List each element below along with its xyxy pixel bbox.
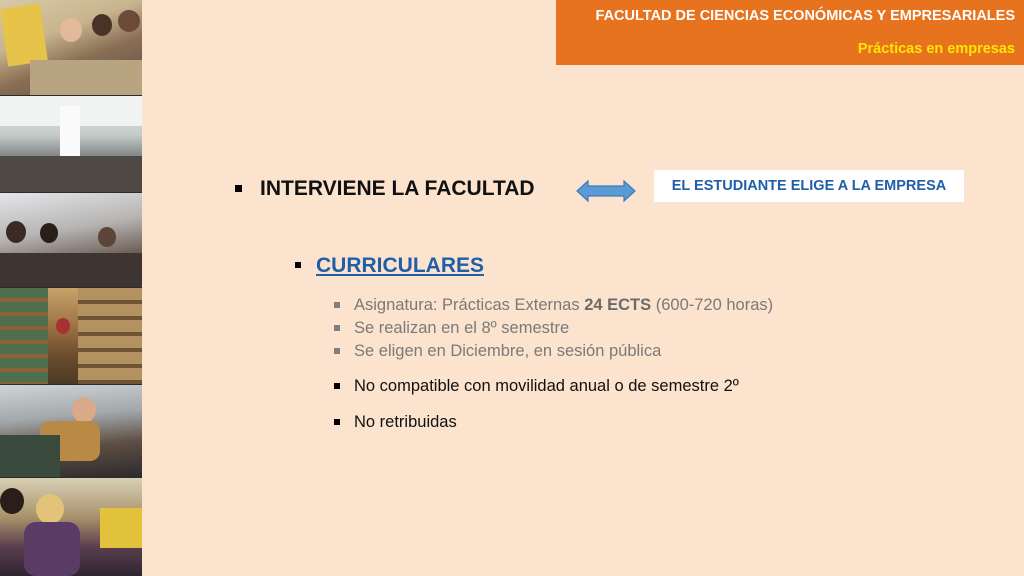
- main-heading: INTERVIENE LA FACULTAD: [260, 177, 535, 200]
- section-title: Prácticas en empresas: [857, 41, 1015, 57]
- photo-bookshelves: [0, 288, 142, 384]
- bullet-square-icon: [334, 419, 340, 425]
- detail-selection: Se eligen en Diciembre, en sesión pública: [354, 342, 662, 360]
- photo-classroom: [0, 193, 142, 287]
- photo-students-reading: [0, 0, 142, 95]
- detail-subject-prefix: Asignatura: Prácticas Externas: [354, 296, 585, 314]
- slide-header: [556, 0, 1024, 65]
- curriculares-link[interactable]: CURRICULARES: [316, 254, 484, 277]
- double-arrow-icon: [576, 179, 636, 203]
- bullet-square-icon: [334, 302, 340, 308]
- photo-teacher-class: [0, 478, 142, 576]
- faculty-title: FACULTAD DE CIENCIAS ECONÓMICAS Y EMPRESARIALES: [595, 8, 1015, 24]
- bullet-square-icon: [334, 325, 340, 331]
- bullet-square-icon: [334, 383, 340, 389]
- detail-subject-hours: (600-720 horas): [651, 296, 774, 314]
- student-choice-box: EL ESTUDIANTE ELIGE A LA EMPRESA: [654, 170, 964, 202]
- photo-professor: [0, 385, 142, 477]
- note-mobility: No compatible con movilidad anual o de semestre 2º: [354, 377, 739, 395]
- bullet-square-icon: [334, 348, 340, 354]
- bullet-square-icon: [235, 185, 242, 192]
- photo-library-hall: [0, 96, 142, 192]
- bullet-square-icon: [295, 262, 301, 268]
- detail-subject-ects: 24 ECTS: [584, 296, 652, 314]
- detail-semester: Se realizan en el 8º semestre: [354, 319, 570, 337]
- note-unpaid: No retribuidas: [354, 413, 457, 431]
- detail-subject: [354, 296, 773, 315]
- photo-collage: [0, 0, 142, 576]
